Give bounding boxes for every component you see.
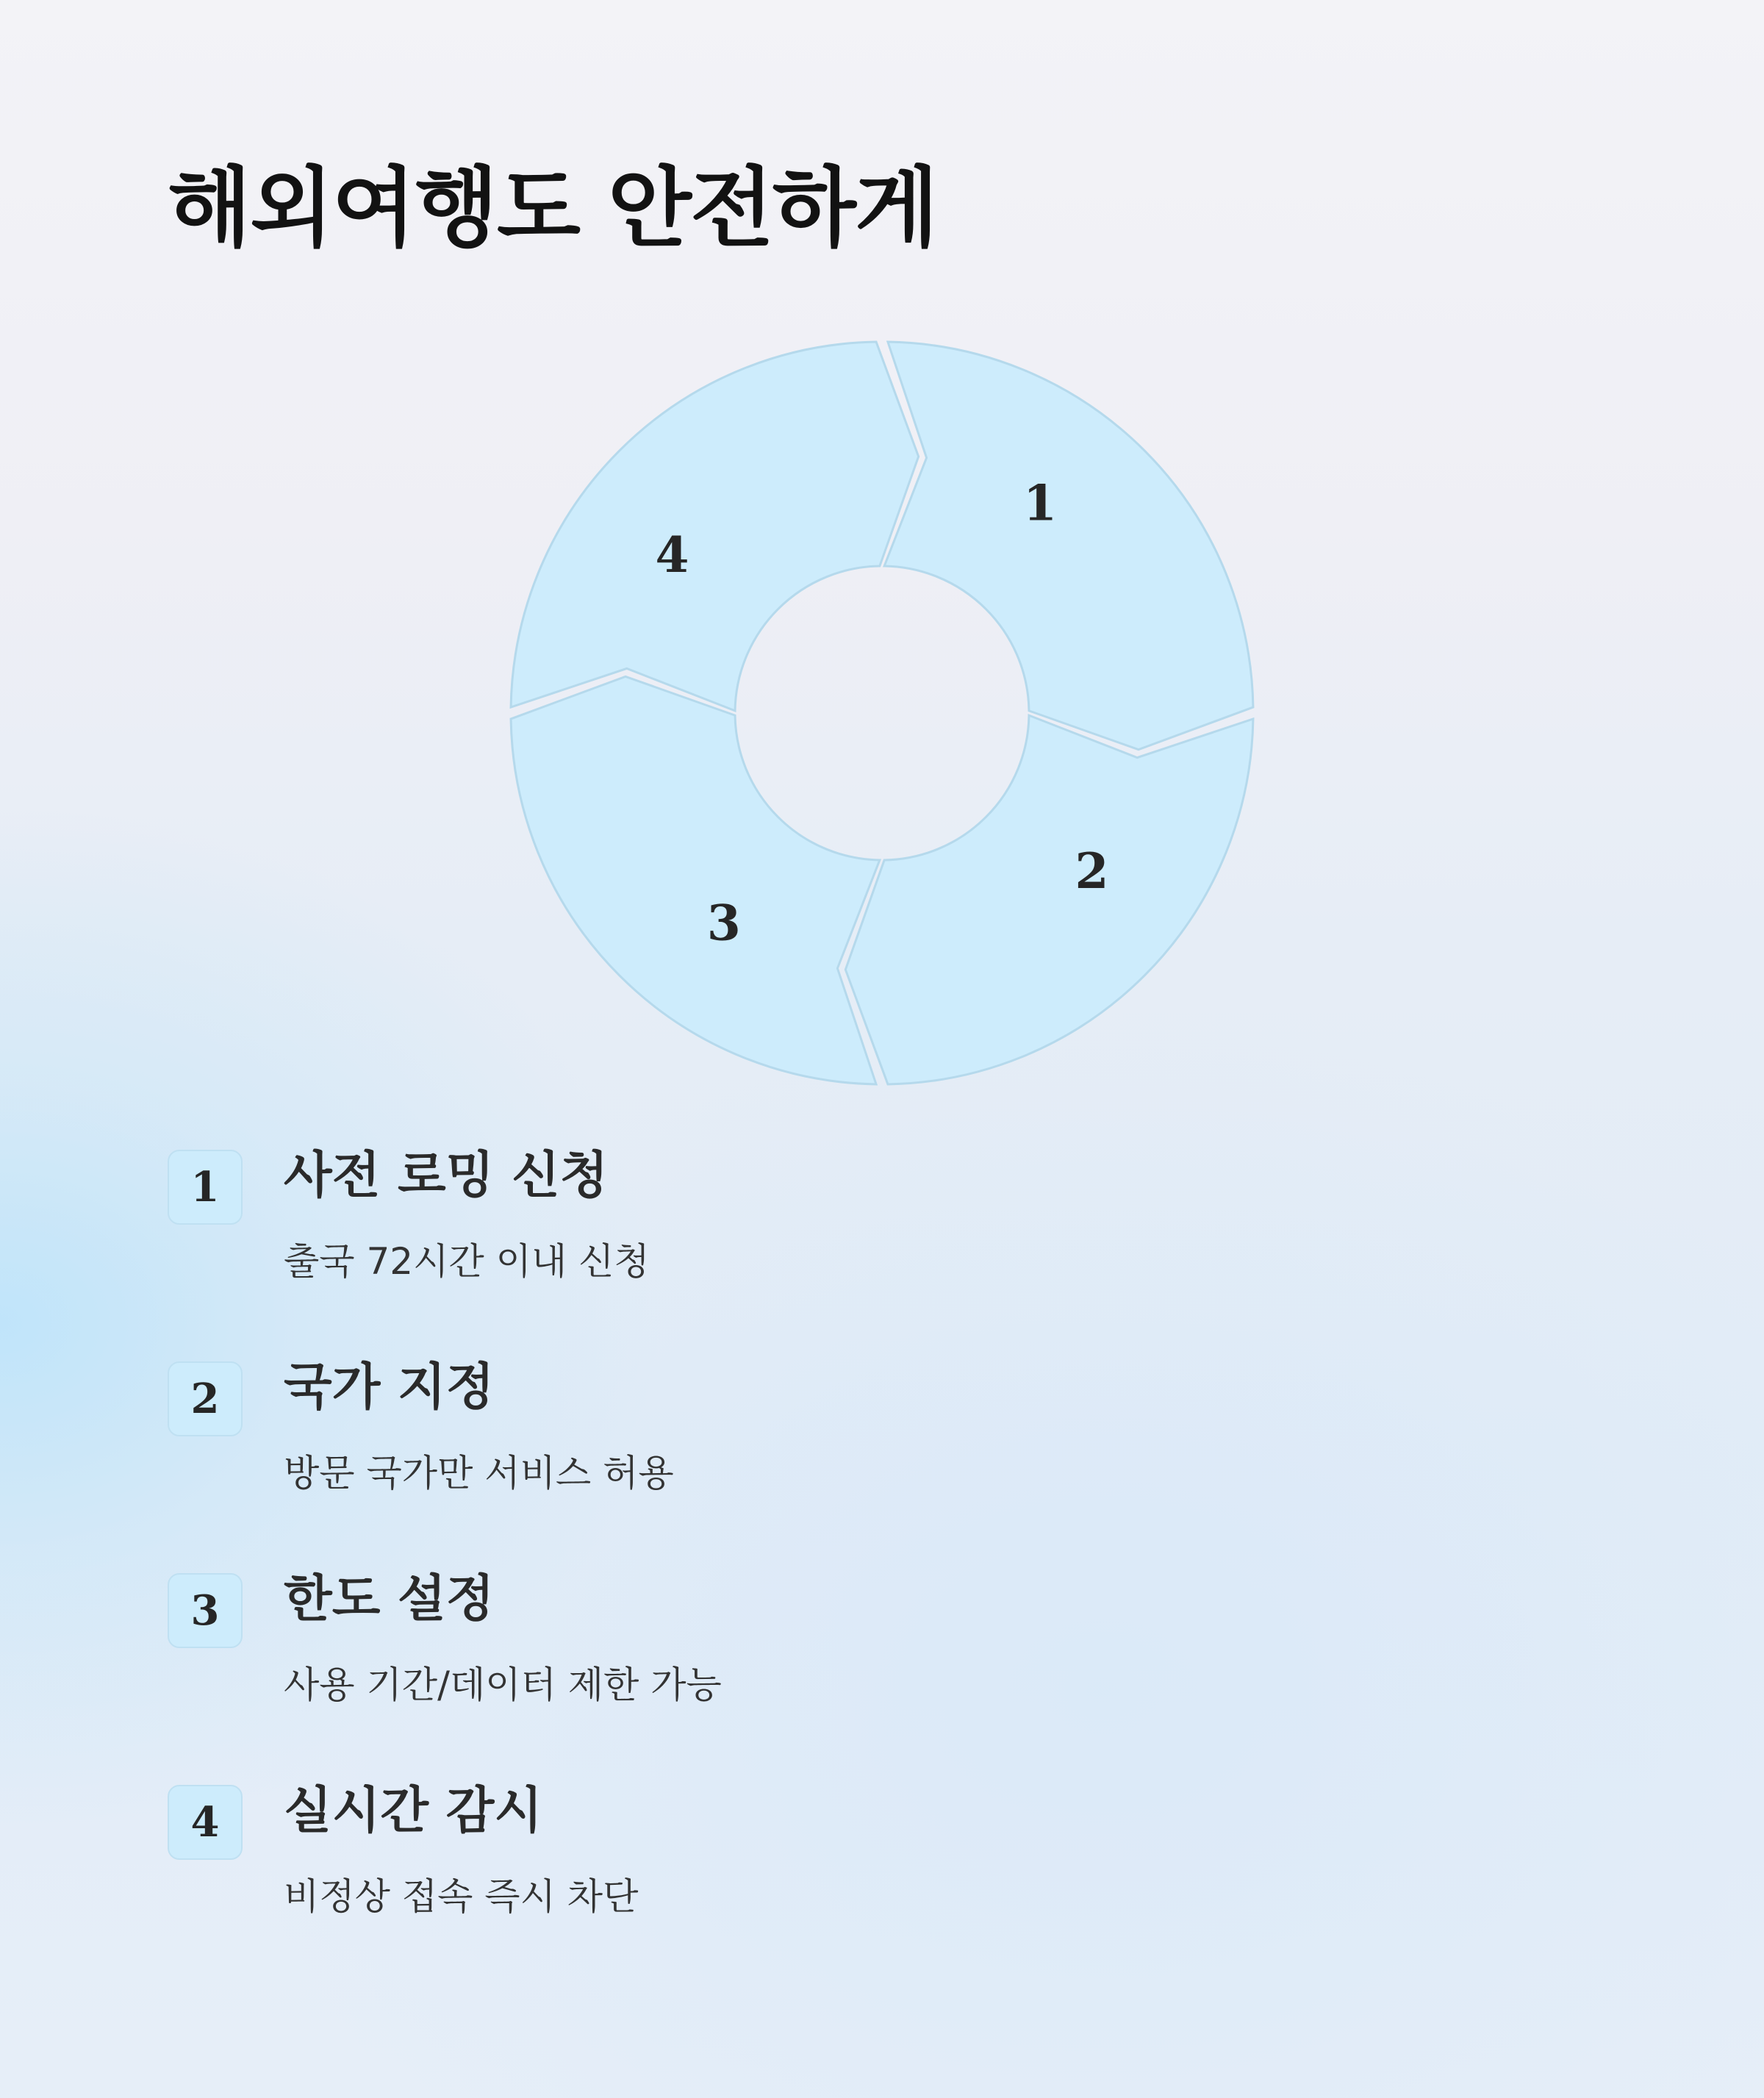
cycle-segment-1 [884,342,1253,750]
step-title: 사전 로밍 신청 [284,1147,609,1205]
cycle-diagram [500,331,1264,1095]
cycle-segment-3 [511,676,880,1084]
step-item-4 [168,1775,1564,1986]
step-title: 실시간 감시 [284,1782,543,1840]
step-number-badge: 2 [168,1361,243,1436]
step-number-badge: 1 [168,1150,243,1225]
step-description: 출국 72시간 이내 신청 [284,1240,650,1283]
cycle-segment-2 [845,715,1253,1084]
step-title: 한도 설정 [284,1570,495,1628]
step-item-1 [168,1139,1564,1351]
step-description: 방문 국가만 서비스 허용 [284,1452,674,1494]
cycle-segment-4 [511,342,919,711]
step-item-3 [168,1563,1564,1775]
segment-label-1: 1 [1023,474,1058,532]
segment-label-4: 4 [655,526,689,584]
step-item-2 [168,1351,1564,1563]
step-number-badge: 4 [168,1785,243,1860]
step-number-badge: 3 [168,1573,243,1648]
segment-label-3: 3 [706,894,741,952]
page-title: 해외여행도 안전하게 [168,157,937,259]
step-description: 사용 기간/데이터 제한 가능 [284,1664,722,1706]
steps-list [168,1139,1564,1986]
segments-layer [511,342,1253,1084]
step-description: 비정상 접속 즉시 차단 [284,1875,639,1918]
step-title: 국가 지정 [284,1358,495,1417]
segment-label-2: 2 [1075,842,1109,901]
